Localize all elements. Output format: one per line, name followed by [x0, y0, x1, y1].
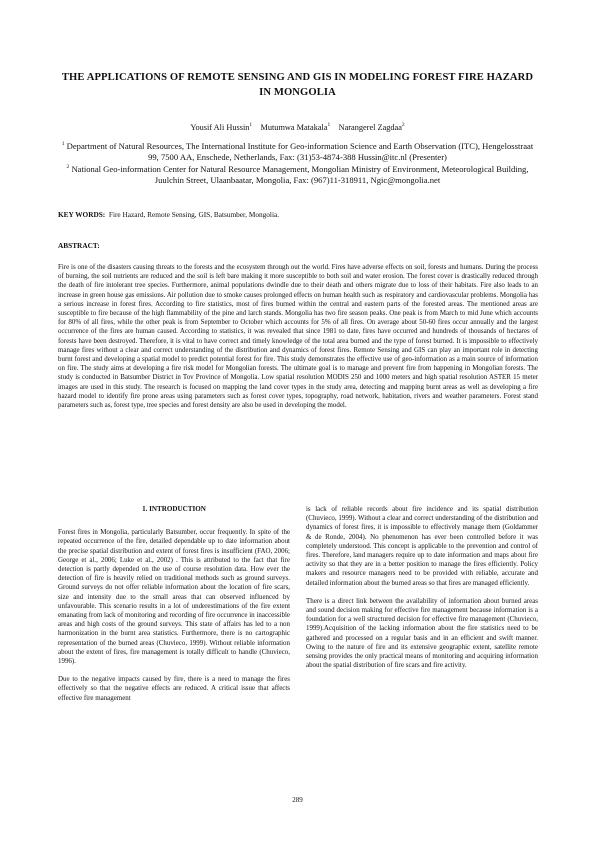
author: Narangerel Zagdaa$^2$	[338, 122, 405, 132]
abstract-heading: ABSTRACT:	[58, 241, 100, 250]
section-heading-introduction: 1. INTRODUCTION	[142, 505, 206, 513]
affiliation-1: $^1$ Department of Natural Resources, The International Institute for Geo-information Science and Earth Observation (ITC), Hengelosstraat 99, 7500 AA, Enschede, Netherlands, Fax: (31)53-4874-388 Hussin@itc.nl (Presenter)	[61, 141, 534, 163]
left-column	[58, 505, 290, 712]
paragraph: There is a direct link between the availability of information about burned areas and sound decision making for effective fire management because information is a foundation for a well structured decision for effective fire management (Chuvieco, 1999).Acquisition of the lacking information about the fire statistics need to be gathered and processed on a regular basis and in an efficient and swift manner. Owing to the nature of fire and its extensive geographic extent, satellite remote sensing provides the only practical means of monitoring and acquiring information about the spatial distribution of fire scars and fire activity.	[306, 596, 538, 670]
paragraph: is lack of reliable records about fire incidence and its spatial distribution (Chuvieco, 1999). Without a clear and correct understanding of the distribution and dynamics of forest fires, it is impossible to effectively manage them (Goldammer & de Ronde, 2004). No phenomenon has ever been controlled before it was completely understood. This concept is applicable to the prevention and control of fires. Therefore, land managers require up to date information and maps about fire activity so that they are in a better position to manage the fires efficiently. Policy makers and resource managers need to be provided with reliable, accurate and detailed information about the burned areas so that fires are managed efficiently.	[306, 505, 538, 587]
affiliation-2: $^2$ National Geo-information Center for Natural Resource Management, Mongolian Ministry of Environment, Meteorological Building, Juulchin Street, Ulaanbaatar, Mongolia, Fax: (967)11-318911, Ngic@mongolia.net	[66, 163, 529, 186]
paragraph: Forest fires in Mongolia, particularly Batsumber, occur frequently. In spite of the repeated occurrence of the fire, detailed dependable up to date information about the precise spatial distribution and extent of forest fires is insufficient (FAO, 2006; George et al., 2006; Luke et al., 2002) . This is attributed to the fact that fire detection is partly depended on the use of course resolution data. How ever the detection of fire is heavily relied on traditional methods such as ground surveys. Ground surveys do not offer reliable information about the location of fire scars, size and intensity due to the small areas that can observed influenced by unfavourable. This scenario results in a lot of underestimations of the fire extent emanating from lack of monitoring and recording of fire occurrence in inaccessible areas and high costs of the ground surveys. This state of affairs has led to a non harmonization in the burnt area statistics. Furthermore, there is no cartographic representation of the burned areas (Chuvieco, 1999). Without reliable information about the extent of fires, fire management is totally difficult to handle (Chuvieco, 1996).	[58, 528, 290, 666]
keywords-label: KEY WORDS:	[58, 210, 106, 219]
right-column	[306, 505, 538, 679]
author: Mutumwa Matakala$^1$	[260, 122, 331, 132]
author: Yousif Ali Hussin$^1$	[190, 122, 253, 132]
author-list	[55, 122, 540, 133]
paper-title: THE APPLICATIONS OF REMOTE SENSING AND GIS IN MODELING FOREST FIRE HAZARD IN MONGOLIA	[61, 72, 534, 98]
page-number: 289	[292, 796, 303, 804]
affiliations	[60, 141, 535, 187]
keywords-text: Fire Hazard, Remote Sensing, GIS, Batsumber, Mongolia.	[108, 210, 280, 219]
paragraph: Due to the negative impacts caused by fire, there is a need to manage the fires effectively so that the negative effects are reduced. A critical issue that affects effective fire management	[58, 675, 290, 702]
keywords	[58, 210, 538, 220]
abstract-text: Fire is one of the disasters causing threats to the forests and the ecosystem through out the world. Fires have adverse effects on soil, forests and humans. During the process of burning, the soil nutrients are reduced and the soil is left bare making it more susceptible to both soil and water erosion. The forest cover is drastically reduced through the death of fire intolerant tree species. Furthermore, animal populations dwindle due to their death and others migrate due to loss of their habitats. Fire also leads to an increase in green house gas emissions. Air pollution due to smoke causes prolonged effects on human health such as respiratory and cardiovascular problems. Mongolia has a serious increase in forest fires. According to fire statistics, most of fires burned within the central and eastern parts of the forested areas. The mentioned areas are susceptible to fire because of the high flammability of the pine and larch stands. Mongolia has two fire season peaks. One peak is from March to mid June which accounts for 80% of all fires, while the other peak is from September to October which accounts for 5% of all fires. On average about 50-60 fires occur annually and the largest occurrence of the fires are human caused. According to statistics, it was revealed that since 1981 to date, fires have occurred and hundreds of thousands of hectares of forests have been destroyed. Therefore, it is vital to have correct and timely knowledge of the total area burned and the type of forest burned. It is impossible to effectively manage fires without a clear and correct understanding of the distribution and dynamics of forest fires. Remote Sensing and GIS can play an important role in detecting burnt forest and developing a spatial model to predict potential forest for fire. This study demonstrates the effective use of geo-information as a main source of information on fire. The study aims at developing a fire risk model for Mongolian forests. The ultimate goal is to manage and prevent fire from happening in Mongolian forests. The study is conducted in Batsumber District in Tov Province of Mongolia. Low spatial resolution MODIS 250 and 1000 meters and high spatial resolution ASTER 15 meter images are used in this study. The research is focused on mapping the land cover types in the study area, detecting and mapping burnt areas as well as developing a fire hazard model to identify fire prone areas using parameters such as forest cover types, topography, road network, habitation, rivers and weather parameters. Forest stand parameters such as, forest type, tree species and forest density are also be used in developing the model.	[58, 263, 538, 410]
